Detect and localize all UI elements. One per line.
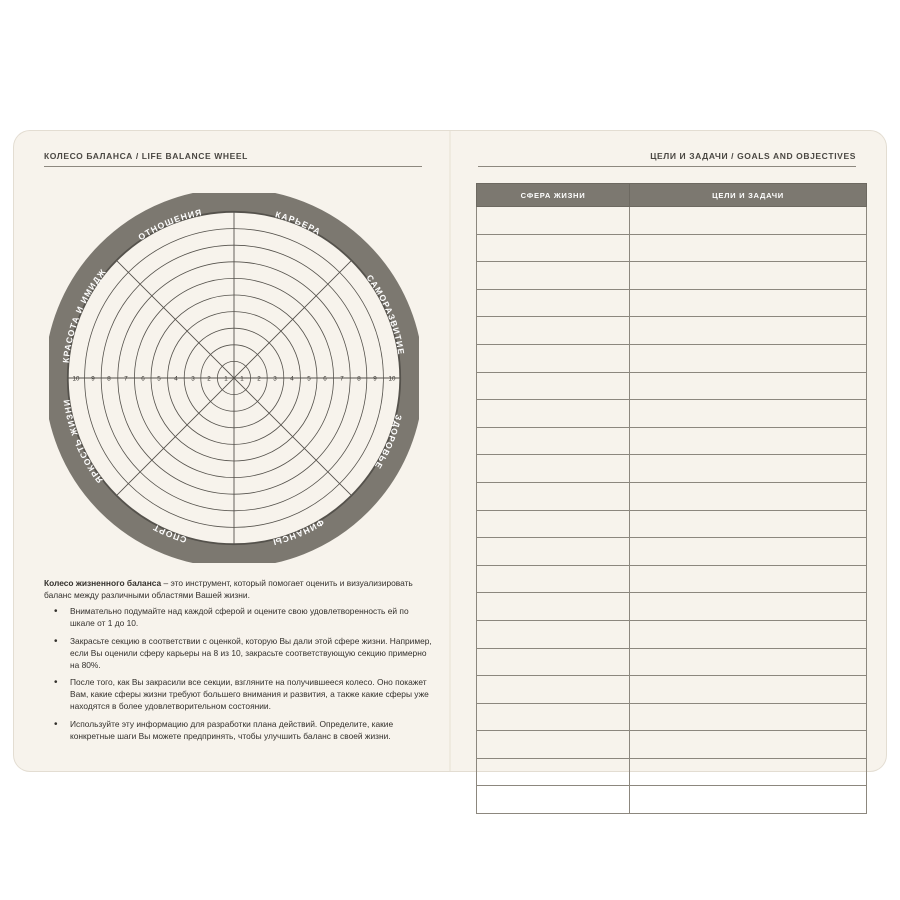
table-row[interactable] [477,703,867,731]
svg-text:4: 4 [174,375,178,383]
table-row[interactable] [477,207,867,235]
table-row[interactable] [477,620,867,648]
cell-sphere[interactable] [477,482,630,510]
cell-sphere[interactable] [477,372,630,400]
svg-text:3: 3 [191,375,195,383]
cell-sphere[interactable] [477,565,630,593]
cell-goals[interactable] [630,786,867,814]
wheel-label-finance: ФИНАНСЫ [271,517,326,548]
cell-goals[interactable] [630,372,867,400]
right-header-rule [478,166,856,167]
svg-text:7: 7 [340,375,344,383]
cell-sphere[interactable] [477,344,630,372]
cell-sphere[interactable] [477,731,630,759]
svg-text:2: 2 [257,375,261,383]
left-page [14,131,449,771]
instructions-list [44,606,432,743]
table-row[interactable] [477,565,867,593]
svg-text:6: 6 [141,375,145,383]
svg-text:8: 8 [357,375,361,383]
table-row[interactable] [477,289,867,317]
cell-sphere[interactable] [477,207,630,235]
cell-sphere[interactable] [477,400,630,428]
cell-sphere[interactable] [477,427,630,455]
cell-goals[interactable] [630,427,867,455]
table-row[interactable] [477,510,867,538]
column-header-goals: ЦЕЛИ И ЗАДАЧИ [630,184,867,207]
cell-goals[interactable] [630,234,867,262]
cell-sphere[interactable] [477,455,630,483]
cell-sphere[interactable] [477,786,630,814]
wheel-label-health: ЗДОРОВЬЕ [372,413,404,472]
cell-goals[interactable] [630,400,867,428]
svg-text:4: 4 [290,375,294,383]
svg-text:5: 5 [307,375,311,383]
cell-sphere[interactable] [477,510,630,538]
cell-sphere[interactable] [477,593,630,621]
cell-sphere[interactable] [477,289,630,317]
cell-sphere[interactable] [477,317,630,345]
left-page-header [44,151,422,167]
instructions-lead-rest: – это инструмент, который помогает оценить и визуализировать баланс между различными областями Вашей жизни. [44,578,413,600]
cell-goals[interactable] [630,344,867,372]
cell-goals[interactable] [630,317,867,345]
cell-goals[interactable] [630,620,867,648]
wheel-label-career: КАРЬЕРА [274,209,323,238]
cell-goals[interactable] [630,648,867,676]
table-row[interactable] [477,731,867,759]
list-item: • После того, как Вы закрасили все секции, взгляните на получившееся колесо. Оно покажет Вам, какие сферы жизни требуют большего внимания и развития, а также какие сферы уже находятся в более удовлетворительном состоянии. [44,677,432,713]
svg-text:8: 8 [107,375,111,383]
table-row[interactable] [477,262,867,290]
goals-table-body [477,207,867,814]
cell-sphere[interactable] [477,538,630,566]
instructions-block [44,578,432,749]
svg-text:1: 1 [240,375,244,383]
svg-text:9: 9 [91,375,95,383]
svg-text:6: 6 [323,375,327,383]
wheel-label-relationships: ОТНОШЕНИЯ [136,207,204,243]
table-row[interactable] [477,786,867,814]
cell-goals[interactable] [630,510,867,538]
right-page-header [478,151,856,167]
cell-goals[interactable] [630,593,867,621]
wheel-spokes [68,212,400,544]
cell-goals[interactable] [630,703,867,731]
wheel-svg[interactable] [49,193,419,563]
cell-sphere[interactable] [477,676,630,704]
table-row[interactable] [477,317,867,345]
table-row[interactable] [477,538,867,566]
cell-goals[interactable] [630,538,867,566]
right-header-title: ЦЕЛИ И ЗАДАЧИ / GOALS AND OBJECTIVES [650,151,856,161]
svg-text:10: 10 [388,375,396,383]
cell-goals[interactable] [630,262,867,290]
table-row[interactable] [477,455,867,483]
cell-goals[interactable] [630,207,867,235]
goals-table-header-row [477,184,867,207]
list-item: • Закрасьте секцию в соответствии с оценкой, которую Вы дали этой сфере жизни. Например, если Вы оценили сферу карьеры на 8 из 10, закрасьте соответствующую секцию примерно на 80%. [44,636,432,672]
svg-text:10: 10 [72,375,80,383]
table-row[interactable] [477,593,867,621]
cell-sphere[interactable] [477,703,630,731]
cell-goals[interactable] [630,676,867,704]
cell-sphere[interactable] [477,758,630,786]
table-row[interactable] [477,234,867,262]
cell-goals[interactable] [630,565,867,593]
svg-text:3: 3 [273,375,277,383]
table-row[interactable] [477,648,867,676]
wheel-label-sport: СПОРТ [150,521,188,545]
wheel-label-brightness: ЯРКОСТЬ ЖИЗНИ [61,397,105,486]
column-header-sphere: СФЕРА ЖИЗНИ [477,184,630,207]
table-row[interactable] [477,482,867,510]
goals-table-head [477,184,867,207]
svg-text:1: 1 [224,375,228,383]
list-item: • Используйте эту информацию для разработки плана действий. Определите, какие конкретные шаги Вы можете предпринять, чтобы улучшить баланс в своей жизни. [44,719,432,743]
life-balance-wheel[interactable] [49,193,419,563]
svg-text:9: 9 [373,375,377,383]
svg-text:2: 2 [207,375,211,383]
wheel-label-self-development: САМОРАЗВИТИЕ [364,272,407,356]
list-item: • Внимательно подумайте над каждой сферой и оцените свою удовлетворенность ей по шкале от 1 до 10. [44,606,432,630]
cell-goals[interactable] [630,758,867,786]
svg-text:5: 5 [157,375,161,383]
right-page [451,131,886,771]
cell-sphere[interactable] [477,620,630,648]
cell-goals[interactable] [630,289,867,317]
cell-sphere[interactable] [477,648,630,676]
left-header-rule [44,166,422,167]
table-row[interactable] [477,758,867,786]
table-row[interactable] [477,344,867,372]
instructions-lead [44,578,432,602]
left-header-title: КОЛЕСО БАЛАНСА / LIFE BALANCE WHEEL [44,151,248,161]
svg-text:7: 7 [124,375,128,383]
table-row[interactable] [477,427,867,455]
cell-sphere[interactable] [477,262,630,290]
instructions-lead-bold: Колесо жизненного баланса [44,578,162,588]
table-row[interactable] [477,400,867,428]
table-row[interactable] [477,676,867,704]
cell-goals[interactable] [630,482,867,510]
goals-table[interactable] [476,183,867,814]
cell-goals[interactable] [630,731,867,759]
wheel-label-beauty: КРАСОТА И ИМИДЖ [60,266,109,364]
table-row[interactable] [477,372,867,400]
cell-goals[interactable] [630,455,867,483]
cell-sphere[interactable] [477,234,630,262]
